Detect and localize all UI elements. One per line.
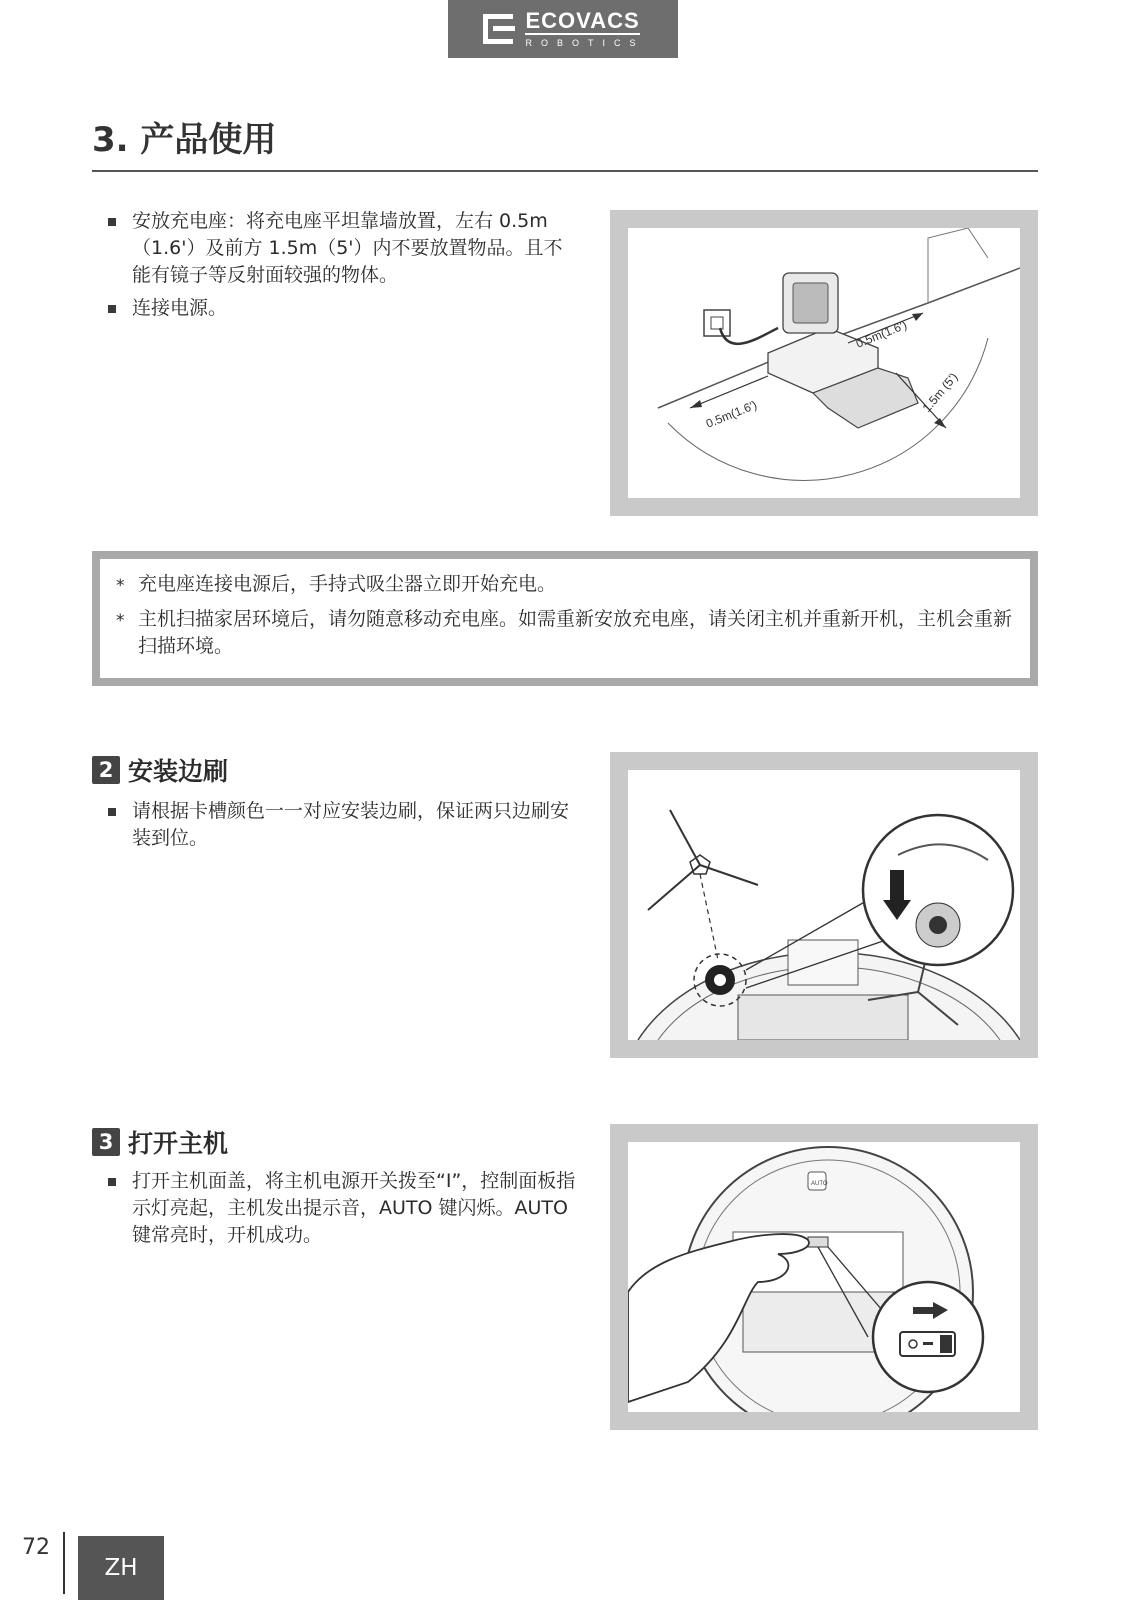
page-number: 72 (22, 1535, 50, 1560)
bullet-square-icon (108, 1178, 116, 1186)
section2-bullets (106, 798, 576, 858)
page-title: 3. 产品使用 (92, 120, 277, 160)
list-item: 打开主机面盖，将主机电源开关拨至“I”，控制面板指示灯亮起，主机发出提示音，AUTO 键闪烁。AUTO 键常亮时，开机成功。 (106, 1168, 576, 1249)
brand-logo (448, 0, 678, 58)
ecovacs-logo-icon (481, 12, 517, 46)
list-item: 安放充电座：将充电座平坦靠墙放置，左右 0.5m（1.6'）及前方 1.5m（5'）内不要放置物品。且不能有镜子等反射面较强的物体。 (106, 208, 576, 289)
distance-label-right: 0.5m(1.6') (853, 317, 909, 351)
section-number-badge: 3 (92, 1128, 120, 1156)
brand-name: ECOVACS (525, 7, 640, 33)
distance-label-front: 1.5m (5') (919, 369, 961, 415)
section-number-badge: 2 (92, 756, 120, 784)
language-tab: ZH (78, 1536, 164, 1600)
section3-heading (92, 1124, 228, 1160)
bullet-square-icon (108, 305, 116, 313)
section2-title: 安装边刷 (128, 757, 229, 786)
dock-placement-illustration (628, 228, 1020, 498)
bullet-square-icon (108, 808, 116, 816)
section3-bullets (106, 1168, 576, 1255)
section1-bullets (106, 208, 576, 328)
title-divider (92, 170, 1038, 172)
distance-label-left: 0.5m(1.6') (703, 397, 759, 431)
list-item: 连接电源。 (106, 295, 576, 322)
asterisk-icon: * (116, 576, 125, 596)
list-item: 请根据卡槽颜色一一对应安装边刷，保证两只边刷安装到位。 (106, 798, 576, 852)
notes-box (92, 551, 1038, 686)
section3-title: 打开主机 (128, 1129, 229, 1158)
power-switch-illustration (628, 1142, 1020, 1412)
notes-list (116, 571, 1014, 660)
auto-button-label: AUTO (811, 1181, 828, 1187)
side-brush-figure (610, 752, 1038, 1058)
dock-placement-figure (610, 210, 1038, 516)
brand-subtitle: ROBOTICS (525, 37, 645, 48)
bullet-square-icon (108, 218, 116, 226)
power-switch-figure (610, 1124, 1038, 1430)
asterisk-icon: * (116, 611, 125, 631)
list-item: * 充电座连接电源后，手持式吸尘器立即开始充电。 (116, 571, 1014, 598)
side-brush-illustration (628, 770, 1020, 1040)
section2-heading (92, 752, 228, 788)
footer-divider (63, 1532, 65, 1594)
list-item: * 主机扫描家居环境后，请勿随意移动充电座。如需重新安放充电座，请关闭主机并重新开机，主机会重新扫描环境。 (116, 608, 1013, 657)
